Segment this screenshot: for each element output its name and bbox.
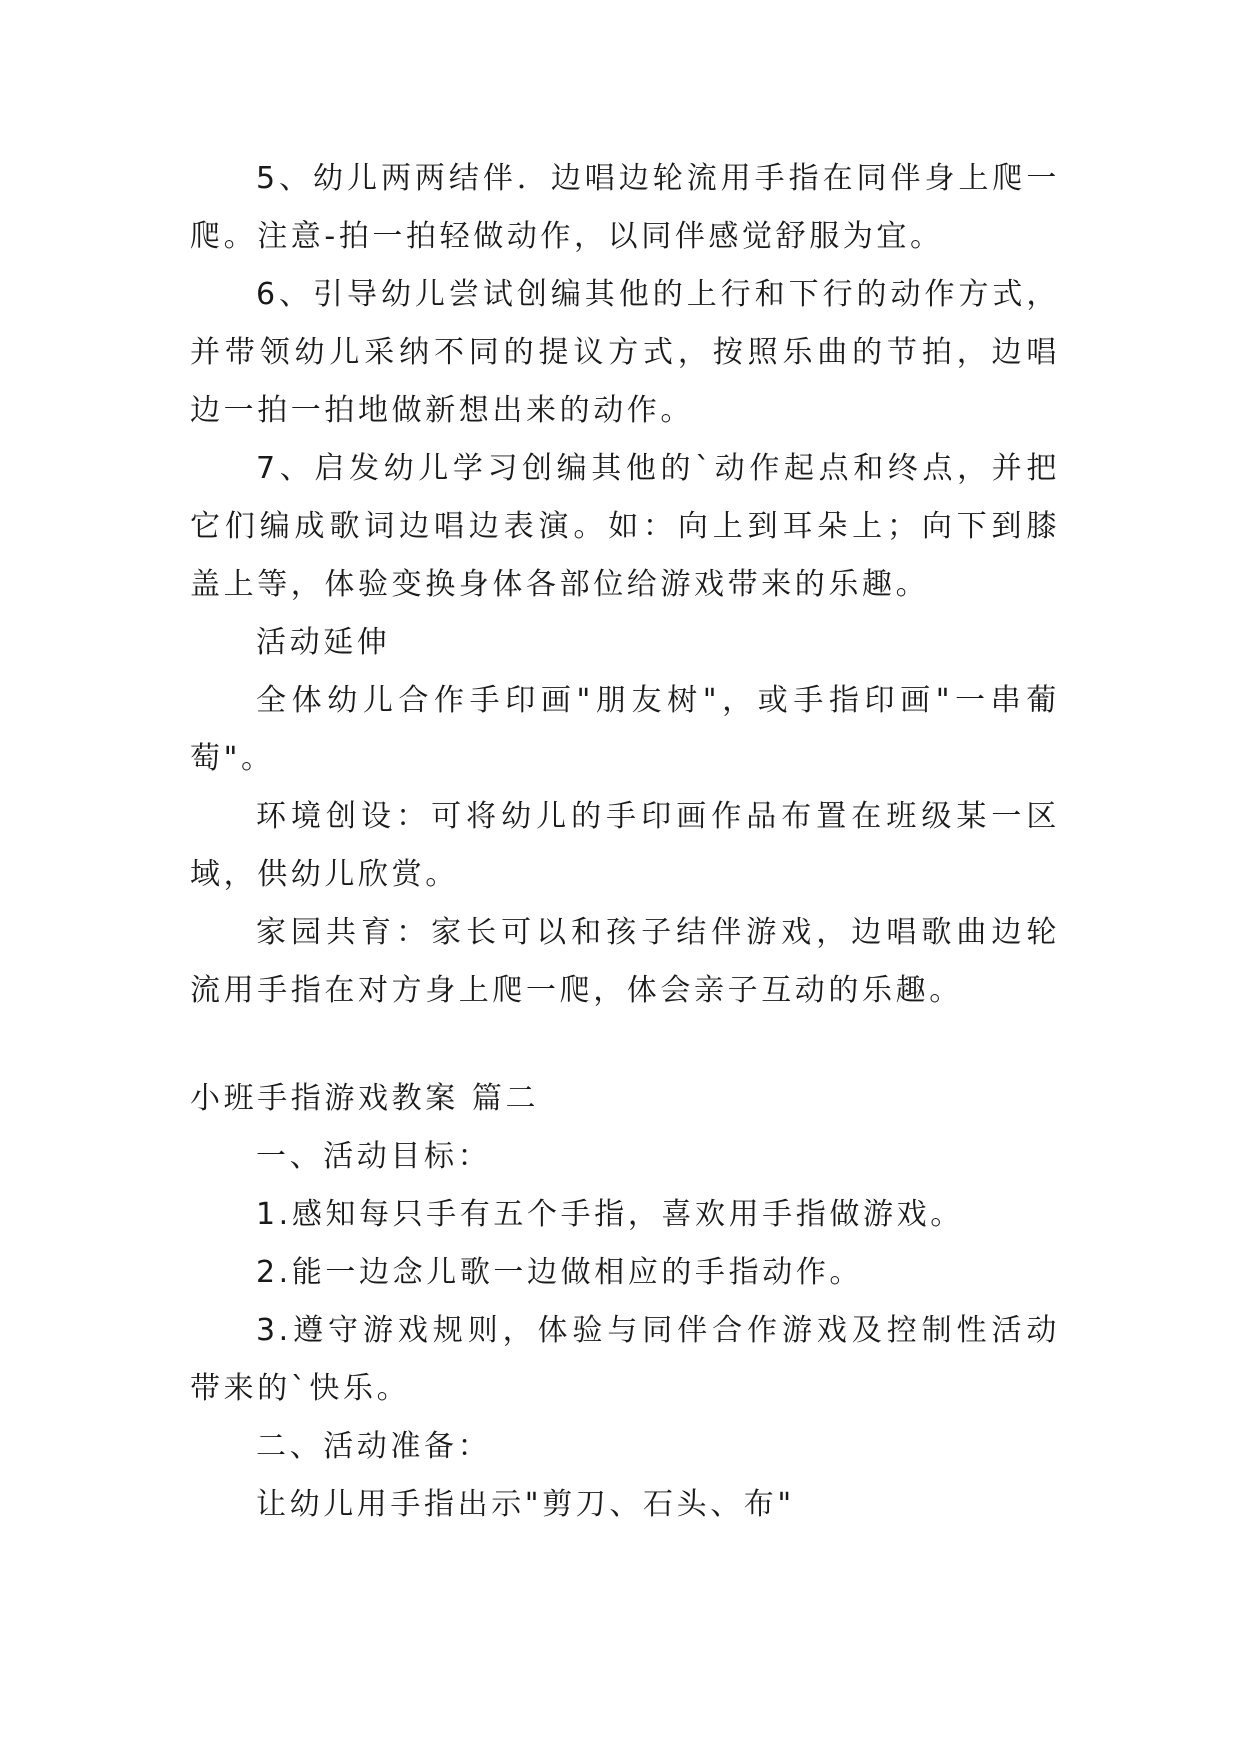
- paragraph-goals-heading: 一、活动目标：: [256, 1139, 492, 1174]
- paragraph-goal-3: 3.遵守游戏规则，体验与同伴合作游戏及控制性活动带来的`快乐。: [190, 1313, 1060, 1406]
- paragraph-activity-extension: 活动延伸: [256, 625, 391, 660]
- paragraph-prep-heading: 二、活动准备：: [256, 1429, 492, 1464]
- section-title: 小班手指游戏教案 篇二: [190, 1081, 540, 1116]
- paragraph-prep-1: 让幼儿用手指出示"剪刀、石头、布": [256, 1487, 795, 1522]
- paragraph-environment: 环境创设：可将幼儿的手印画作品布置在班级某一区域，供幼儿欣赏。: [190, 799, 1060, 892]
- section-gap: [190, 1020, 1060, 1070]
- paragraph-step-5: 5、幼儿两两结伴．边唱边轮流用手指在同伴身上爬一爬。注意-拍一拍轻做动作，以同伴感觉舒服为宜。: [190, 161, 1060, 254]
- paragraph-home-school: 家园共育：家长可以和孩子结伴游戏，边唱歌曲边轮流用手指在对方身上爬一爬，体会亲子互动的乐趣。: [190, 915, 1060, 1008]
- paragraph-step-7: 7、启发幼儿学习创编其他的`动作起点和终点，并把它们编成歌词边唱边表演。如：向上到耳朵上；向下到膝盖上等，体验变换身体各部位给游戏带来的乐趣。: [190, 451, 1060, 602]
- document-page: [190, 150, 1060, 1534]
- paragraph-goal-1: 1.感知每只手有五个手指，喜欢用手指做游戏。: [256, 1197, 964, 1232]
- paragraph-step-6: 6、引导幼儿尝试创编其他的上行和下行的动作方式，并带领幼儿采纳不同的提议方式，按照乐曲的节拍，边唱边一拍一拍地做新想出来的动作。: [190, 277, 1060, 428]
- paragraph-handprint: 全体幼儿合作手印画"朋友树"，或手指印画"一串葡萄"。: [190, 683, 1060, 776]
- paragraph-goal-2: 2.能一边念儿歌一边做相应的手指动作。: [256, 1255, 864, 1290]
